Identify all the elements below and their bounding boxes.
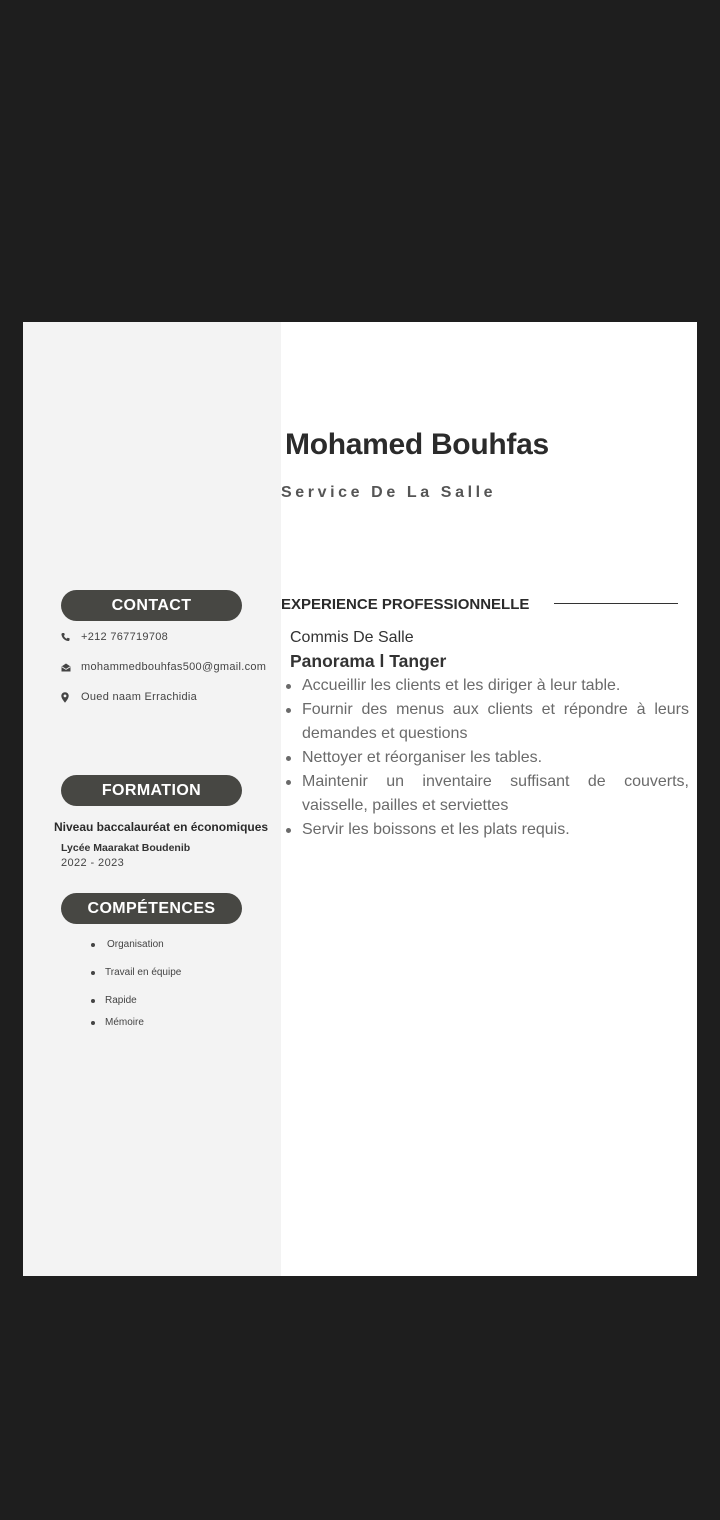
task-item: Maintenir un inventaire suffisant de couverts, vaisselle, pailles et serviettes [285,770,689,818]
location-pin-icon [61,692,81,703]
email-text: mohammedbouhfas500@gmail.com [81,661,267,673]
skill-item [91,967,181,978]
skill-label: Mémoire [105,1017,144,1028]
skill-label: Rapide [105,995,137,1006]
education-years: 2022 - 2023 [61,857,125,869]
skill-label: Organisation [107,939,164,950]
contact-address [61,689,197,705]
resume-sidebar [23,322,281,1276]
task-item: Accueillir les clients et les diriger à leur table. [285,674,689,698]
formation-heading: FORMATION [61,775,242,806]
experience-heading: EXPERIENCE PROFESSIONNELLE [281,596,530,613]
skill-item [91,995,137,1006]
competences-heading: COMPÉTENCES [61,893,242,924]
skill-item [91,939,164,950]
bullet [91,943,95,947]
task-item: Nettoyer et réorganiser les tables. [285,746,689,770]
contact-email [61,659,266,675]
contact-heading: CONTACT [61,590,242,621]
task-list [285,674,689,842]
envelope-icon [61,663,81,672]
heading-divider [554,603,678,604]
bullet [91,971,95,975]
bullet [91,1021,95,1025]
task-item: Fournir des menus aux clients et répondre à leurs demandes et questions [285,698,689,746]
skill-label: Travail en équipe [105,967,182,978]
job-title: Commis De Salle [290,629,414,646]
phone-icon [61,632,81,642]
task-item: Servir les boissons et les plats requis. [285,818,689,842]
address-text: Oued naam Errachidia [81,691,198,703]
candidate-role: Service De La Salle [281,484,497,501]
contact-phone [61,629,168,645]
skill-item [91,1017,144,1028]
education-degree: Niveau baccalauréat en économiques [54,820,269,834]
phone-text: +212 767719708 [81,631,169,643]
education-school: Lycée Maarakat Boudenib [61,842,191,854]
bullet [91,999,95,1003]
resume-page [23,322,697,1276]
candidate-name: Mohamed Bouhfas [285,428,549,461]
job-company: Panorama l Tanger [290,651,447,671]
